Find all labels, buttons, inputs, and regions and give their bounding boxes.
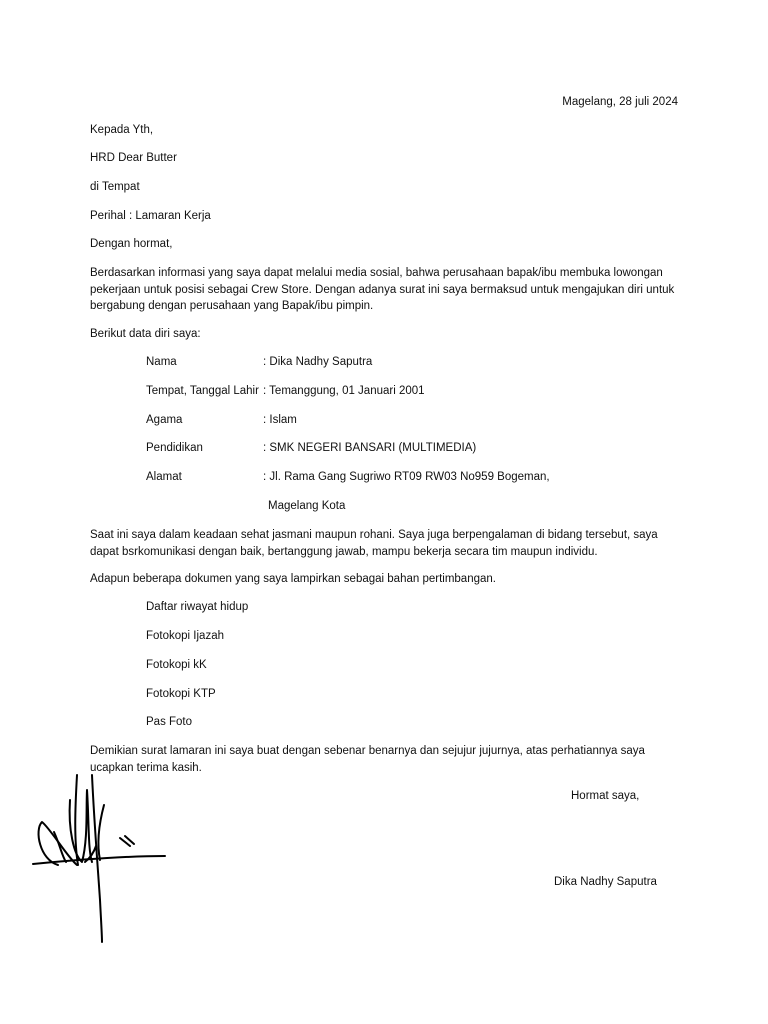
- attachment-item: Fotokopi Ijazah: [146, 630, 224, 642]
- sign-off: Hormat saya,: [571, 790, 640, 802]
- place-date: Magelang, 28 juli 2024: [562, 96, 678, 108]
- data-label-nama: Nama: [146, 356, 177, 368]
- data-label-alamat: Alamat: [146, 471, 182, 483]
- data-value-nama: : Dika Nadhy Saputra: [263, 356, 373, 368]
- data-value-agama: : Islam: [263, 414, 297, 426]
- closing-paragraph: Demikian surat lamaran ini saya buat dengan sebenar benarnya dan sejujur jujurnya, atas perhatiannya saya ucapkan terima kasih.: [90, 745, 645, 774]
- data-intro: Berikut data diri saya:: [90, 328, 201, 340]
- data-label-pendidikan: Pendidikan: [146, 442, 203, 454]
- intro-paragraph: Berdasarkan informasi yang saya dapat melalui media sosial, bahwa perusahaan bapak/ibu membuka lowongan pekerjaan untuk posisi sebagai Crew Store. Dengan adanya surat ini saya bermaksud untuk mengajukan diri untuk bergabung dengan perusahaan yang Bapak/ibu pimpin.: [90, 267, 675, 312]
- attachment-item: Daftar riwayat hidup: [146, 601, 249, 613]
- handwritten-signature: [30, 770, 175, 950]
- recipient-line-1: Kepada Yth,: [90, 124, 154, 136]
- subject-line: Perihal : Lamaran Kerja: [90, 210, 211, 222]
- attachment-item: Pas Foto: [146, 716, 193, 728]
- data-label-ttl: Tempat, Tanggal Lahir: [146, 385, 259, 397]
- recipient-line-3: di Tempat: [90, 181, 140, 193]
- data-value-ttl: : Temanggung, 01 Januari 2001: [263, 385, 425, 397]
- data-value-pendidikan: : SMK NEGERI BANSARI (MULTIMEDIA): [263, 442, 477, 454]
- attachment-item: Fotokopi KTP: [146, 688, 216, 700]
- greeting: Dengan hormat,: [90, 238, 173, 250]
- attachment-item: Fotokopi kK: [146, 659, 207, 671]
- data-label-agama: Agama: [146, 414, 183, 426]
- recipient-line-2: HRD Dear Butter: [90, 152, 177, 164]
- condition-paragraph: Saat ini saya dalam keadaan sehat jasmani maupun rohani. Saya juga berpengalaman di bidang tersebut, saya dapat bsrkomunikasi dengan baik, bertanggung jawab, mampu bekerja secara tim maupun individu.: [90, 529, 658, 558]
- address-continued: Magelang Kota: [268, 500, 346, 512]
- attachments-intro: Adapun beberapa dokumen yang saya lampirkan sebagai bahan pertimbangan.: [90, 573, 496, 585]
- signer-name: Dika Nadhy Saputra: [554, 876, 657, 888]
- data-value-alamat: : Jl. Rama Gang Sugriwo RT09 RW03 No959 Bogeman,: [263, 471, 550, 483]
